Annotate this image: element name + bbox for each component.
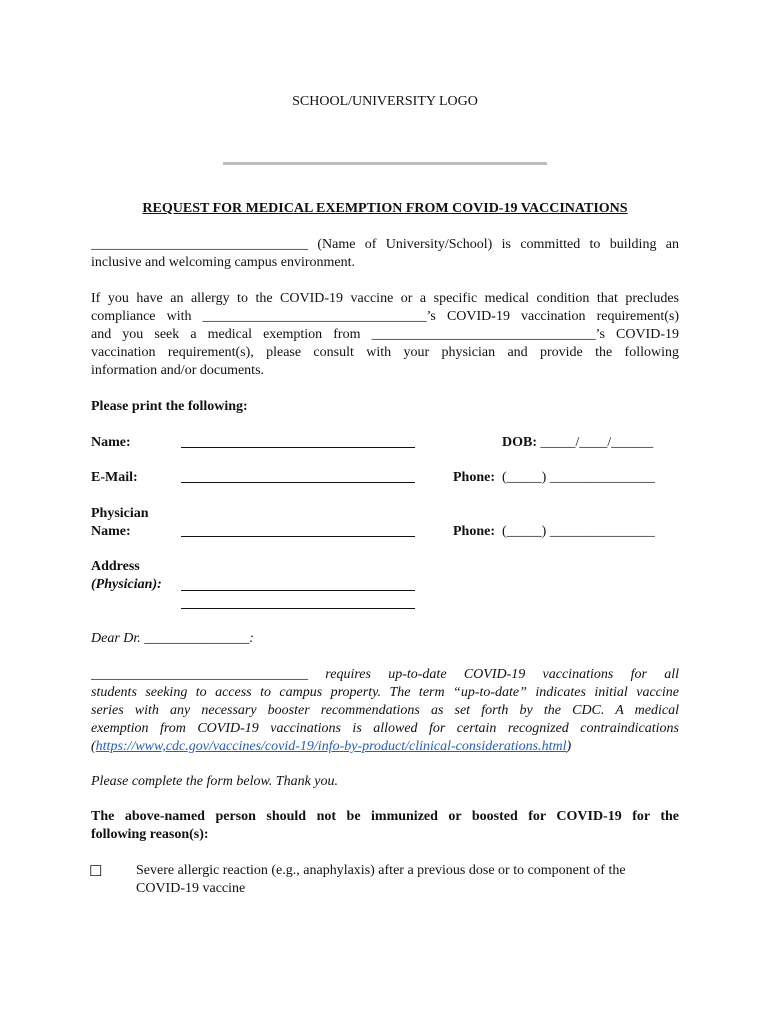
address-field-line-2[interactable] <box>181 608 415 609</box>
intro-paragraph <box>91 236 679 272</box>
physician-label-line-2: Name: <box>91 524 131 539</box>
intro-line-2: inclusive and welcoming campus environment. <box>91 255 355 270</box>
letter-line-3: series with any necessary booster recommendations as set forth by the CDC. A medical <box>91 703 679 718</box>
allergy-line-2: compliance with ________________________________’s COVID-19 vaccination requirement(s) <box>91 309 679 324</box>
allergy-line-3: and you seek a medical exemption from ________________________________’s COVID-19 <box>91 327 679 342</box>
reasons-heading-line-2: following reason(s): <box>91 827 209 842</box>
cdc-link[interactable]: https://www,cdc.gov/vaccines/covid-19/info-by-product/clinical-considerations.html <box>95 739 567 754</box>
logo-placeholder: SCHOOL/UNIVERSITY LOGO <box>292 94 478 109</box>
phone-field[interactable]: Phone: (_____) _______________ <box>453 470 655 485</box>
document-title: REQUEST FOR MEDICAL EXEMPTION FROM COVID-19 VACCINATIONS <box>142 201 628 216</box>
reason-text-line-1: Severe allergic reaction (e.g., anaphylaxis) after a previous dose or to component of the <box>136 863 626 878</box>
letter-line-4: exemption from COVID-19 vaccinations is allowed for certain recognized contraindications <box>91 721 679 736</box>
address-label-line-2: (Physician): <box>91 577 162 592</box>
intro-line-1: _______________________________ (Name of University/School) is committed to building an <box>91 237 679 252</box>
letter-line-2: students seeking to access to campus property. The term “up-to-date” indicates initial vaccine <box>91 685 679 700</box>
dob-field[interactable]: DOB: _____/____/______ <box>502 435 654 450</box>
institution-blank[interactable]: _______________________________ <box>91 667 308 682</box>
name-label: Name: <box>91 435 131 450</box>
logo-divider <box>223 162 547 165</box>
name-field[interactable] <box>181 447 415 448</box>
reasons-heading-line-1: The above-named person should not be immunized or boosted for COVID-19 for the <box>91 809 679 824</box>
closing-line: Please complete the form below. Thank you. <box>91 774 339 789</box>
exemption-blank[interactable]: ________________________________ <box>371 327 596 342</box>
institution-name-blank[interactable]: _______________________________ <box>91 237 308 252</box>
allergy-line-4: vaccination requirement(s), please consult with your physician and provide the following <box>91 345 679 360</box>
email-label: E-Mail: <box>91 470 138 485</box>
physician-label-line-1: Physician <box>91 506 149 521</box>
reasons-heading <box>91 808 679 844</box>
salutation: Dear Dr. _______________: <box>91 631 254 646</box>
email-field[interactable] <box>181 482 415 483</box>
physician-name-field[interactable] <box>181 536 415 537</box>
address-label-line-1: Address <box>91 559 140 574</box>
physician-phone-field[interactable]: Phone: (_____) _______________ <box>453 524 655 539</box>
allergy-line-1: If you have an allergy to the COVID-19 vaccine or a specific medical condition that precludes <box>91 291 679 306</box>
letter-paragraph <box>91 666 679 756</box>
reason-text-line-2: COVID-19 vaccine <box>136 881 246 896</box>
allergy-line-5: information and/or documents. <box>91 363 265 378</box>
address-field-line-1[interactable] <box>181 590 415 591</box>
letter-line-5: (https://www,cdc.gov/vaccines/covid-19/info-by-product/clinical-considerations.html) <box>91 739 572 754</box>
form-instruction: Please print the following: <box>91 399 248 414</box>
reason-checkbox[interactable]: ☐ <box>89 864 103 880</box>
compliance-blank[interactable]: ________________________________ <box>202 309 427 324</box>
allergy-paragraph <box>91 290 679 380</box>
letter-line-1: _______________________________ requires up-to-date COVID-19 vaccinations for all <box>91 667 679 682</box>
